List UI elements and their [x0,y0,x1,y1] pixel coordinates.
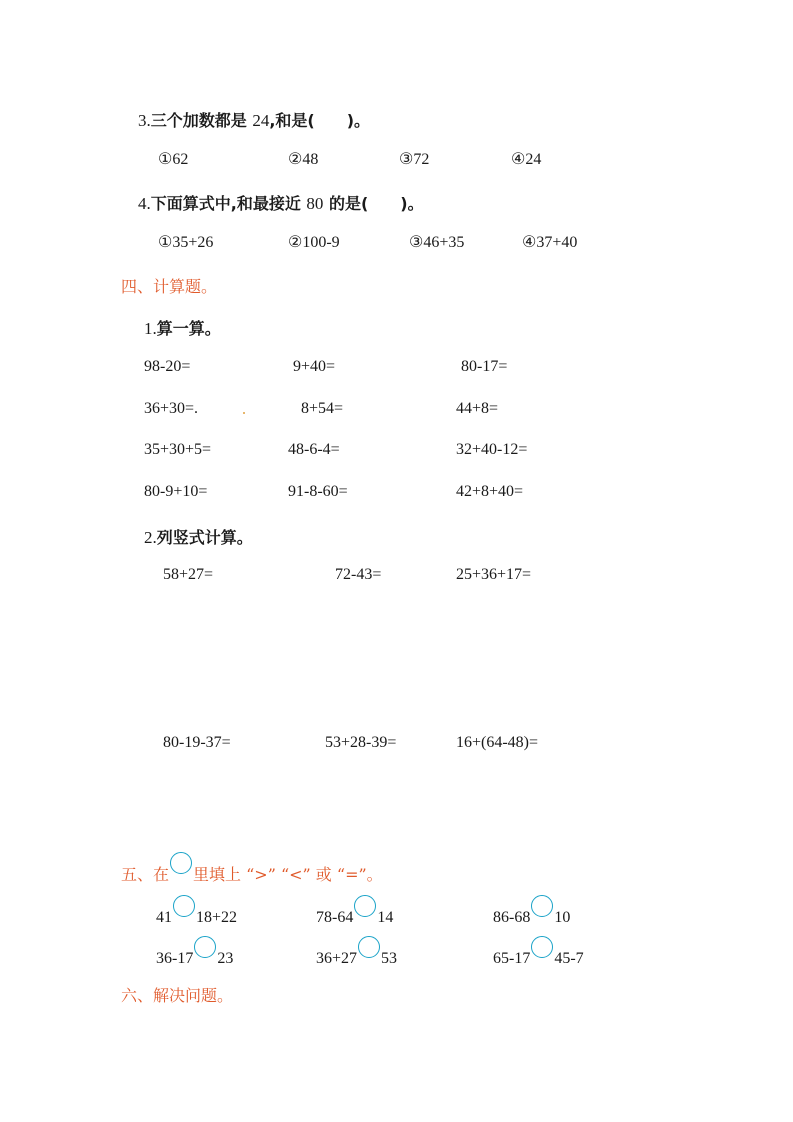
question-4 [138,191,424,214]
compare-right: 23 [217,950,234,967]
compare-item [493,901,570,927]
calc-expression: 35+30+5= [144,441,212,458]
compare-item [316,942,397,968]
compare-left: 36+27 [316,950,358,967]
compare-left: 36-17 [156,950,194,967]
calc-expression: 44+8= [456,400,499,417]
compare-left: 41 [156,909,172,926]
section-4-part-1-title [144,316,221,339]
compare-blank-circle[interactable] [531,936,553,958]
vertical-calc-expression: 80-19-37= [163,734,231,751]
part-number: 2. [144,528,157,547]
section-6-heading: 六、解决问题。 [121,986,234,1005]
q3-option-1[interactable]: ①62 [158,151,189,168]
q4-option-3[interactable]: ③46+35 [409,234,465,251]
compare-blank-circle[interactable] [358,936,380,958]
q4-option-1[interactable]: ①35+26 [158,234,214,251]
q4-option-2[interactable]: ②100-9 [288,234,340,251]
calc-expression: 9+40= [293,358,336,375]
question-number: 3. [138,111,151,130]
compare-right: 10 [554,909,571,926]
compare-blank-circle[interactable] [531,895,553,917]
section-4-heading: 四、计算题。 [121,277,218,296]
section-5-heading [121,860,383,885]
question-text-end: 的是( )。 [323,194,424,213]
vertical-calc-expression: 58+27= [163,566,214,583]
q4-option-4[interactable]: ④37+40 [522,234,578,251]
stray-mark [243,412,245,414]
calc-expression: 42+8+40= [456,483,524,500]
compare-left: 86-68 [493,909,531,926]
calc-expression: 80-9+10= [144,483,208,500]
question-3 [138,108,370,131]
circle-icon [170,852,192,874]
compare-left: 78-64 [316,909,354,926]
vertical-calc-expression: 16+(64-48)= [456,734,539,751]
q3-option-2[interactable]: ②48 [288,151,319,168]
section-4-part-2-title [144,525,253,548]
calc-expression: 80-17= [461,358,508,375]
compare-blank-circle[interactable] [173,895,195,917]
question-number: 4. [138,194,151,213]
heading-text: 五、在 [121,865,170,884]
compare-item [156,901,237,927]
calc-expression: 48-6-4= [288,441,340,458]
part-title: 算一算。 [156,319,221,338]
question-value: 24 [252,111,270,130]
question-text-end: ,和是( )。 [269,111,371,130]
calc-expression: 98-20= [144,358,191,375]
heading-text: 里填上 “>” “<” 或 “=”。 [193,865,383,884]
compare-right: 14 [377,909,394,926]
calc-expression: 91-8-60= [288,483,348,500]
part-title: 列竖式计算。 [156,528,253,547]
compare-blank-circle[interactable] [354,895,376,917]
calc-expression: 32+40-12= [456,441,528,458]
compare-item [316,901,393,927]
question-text: 下面算式中,和最接近 [150,194,307,213]
compare-right: 45-7 [554,950,584,967]
part-number: 1. [144,319,157,338]
question-text: 三个加数都是 [150,111,253,130]
q3-option-3[interactable]: ③72 [399,151,430,168]
compare-item [156,942,233,968]
compare-item [493,942,584,968]
q3-option-4[interactable]: ④24 [511,151,542,168]
question-value: 80 [306,194,324,213]
compare-left: 65-17 [493,950,531,967]
vertical-calc-expression: 25+36+17= [456,566,532,583]
calc-expression: 8+54= [301,400,344,417]
compare-right: 18+22 [196,909,238,926]
compare-blank-circle[interactable] [194,936,216,958]
vertical-calc-expression: 53+28-39= [325,734,397,751]
compare-right: 53 [381,950,398,967]
calc-expression: 36+30=. [144,400,199,417]
vertical-calc-expression: 72-43= [335,566,382,583]
